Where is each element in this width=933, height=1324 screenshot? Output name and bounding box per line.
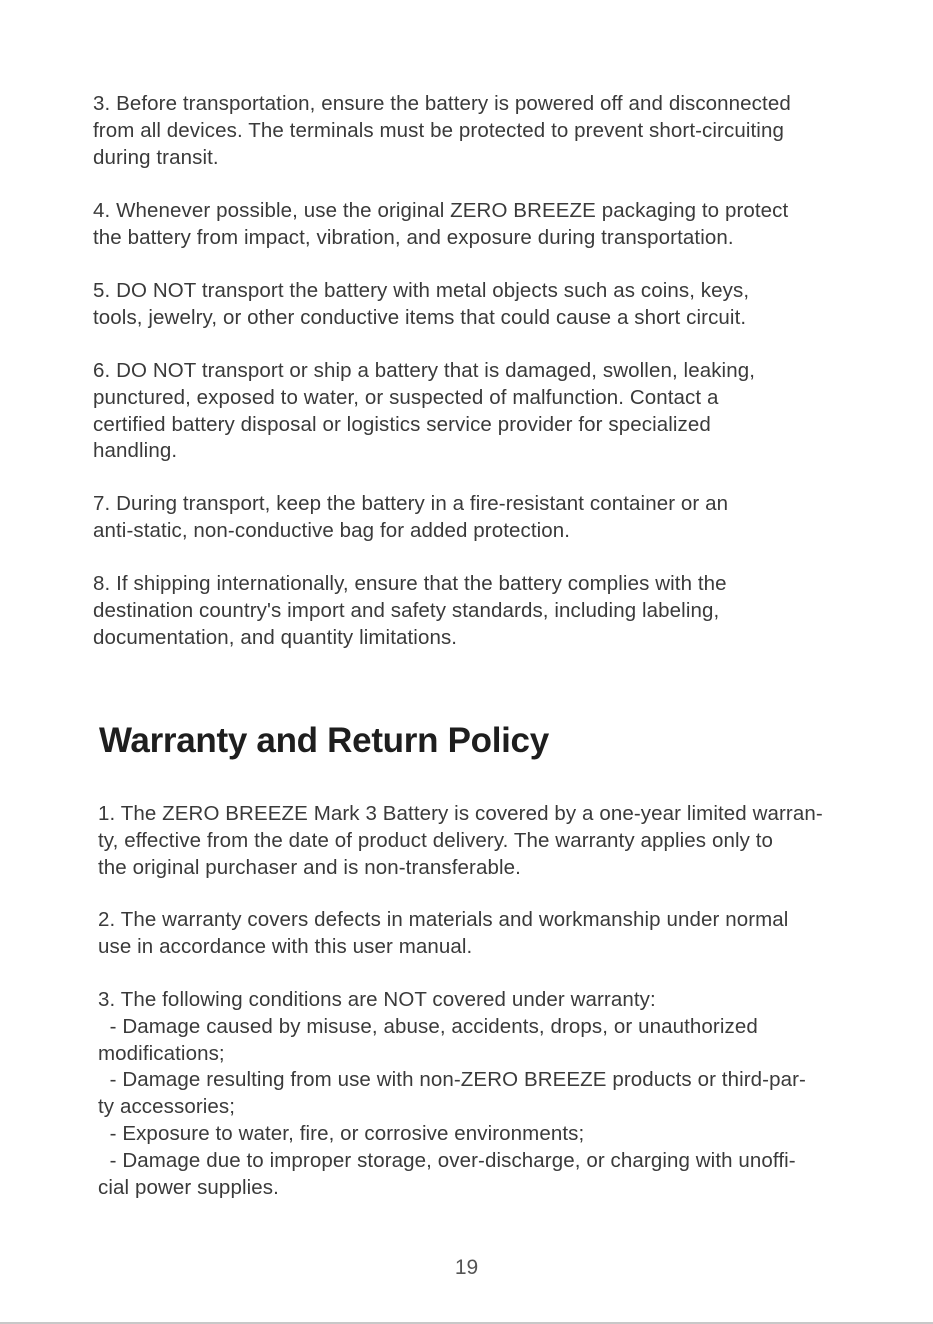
warranty-item-3: 3. The following conditions are NOT covered under warranty: - Damage caused by misuse, abuse, accidents, drops, or unauthorized modifications; - Damage resulting from use with non-ZERO BREEZE products or third-par- ty accessories; - Exposure to water, fire, or corrosive environments; - Damage due to improper storage, over-discharge, or charging with unoffi- cial power supplies. [98, 988, 806, 1199]
transport-item-3: 3. Before transportation, ensure the battery is powered off and disconnected from all devices. The terminals must be protected to prevent short-circuiting during transit. [93, 92, 791, 169]
page-number: 19 [454, 1256, 479, 1279]
warranty-item-2: 2. The warranty covers defects in materials and workmanship under normal use in accordance with this user manual. [98, 908, 789, 958]
transport-item-7: 7. During transport, keep the battery in a fire-resistant container or an anti-static, non-conductive bag for added protection. [93, 492, 729, 542]
warranty-item-1: 1. The ZERO BREEZE Mark 3 Battery is covered by a one-year limited warran- ty, effective from the date of product delivery. The warranty applies only to the original purchaser and is non-transferable. [98, 802, 823, 879]
section-heading-warranty: Warranty and Return Policy [99, 721, 549, 760]
transport-item-8: 8. If shipping internationally, ensure that the battery complies with the destination country's import and safety standards, including labeling, documentation, and quantity limitations. [93, 572, 727, 649]
transport-item-6: 6. DO NOT transport or ship a battery that is damaged, swollen, leaking, punctured, exposed to water, or suspected of malfunction. Contact a certified battery disposal or logistics service provider for specialized handling. [93, 359, 755, 463]
transport-item-5: 5. DO NOT transport the battery with metal objects such as coins, keys, tools, jewelry, or other conductive items that could cause a short circuit. [93, 279, 750, 329]
transport-item-4: 4. Whenever possible, use the original ZERO BREEZE packaging to protect the battery from impact, vibration, and exposure during transportation. [93, 199, 789, 249]
